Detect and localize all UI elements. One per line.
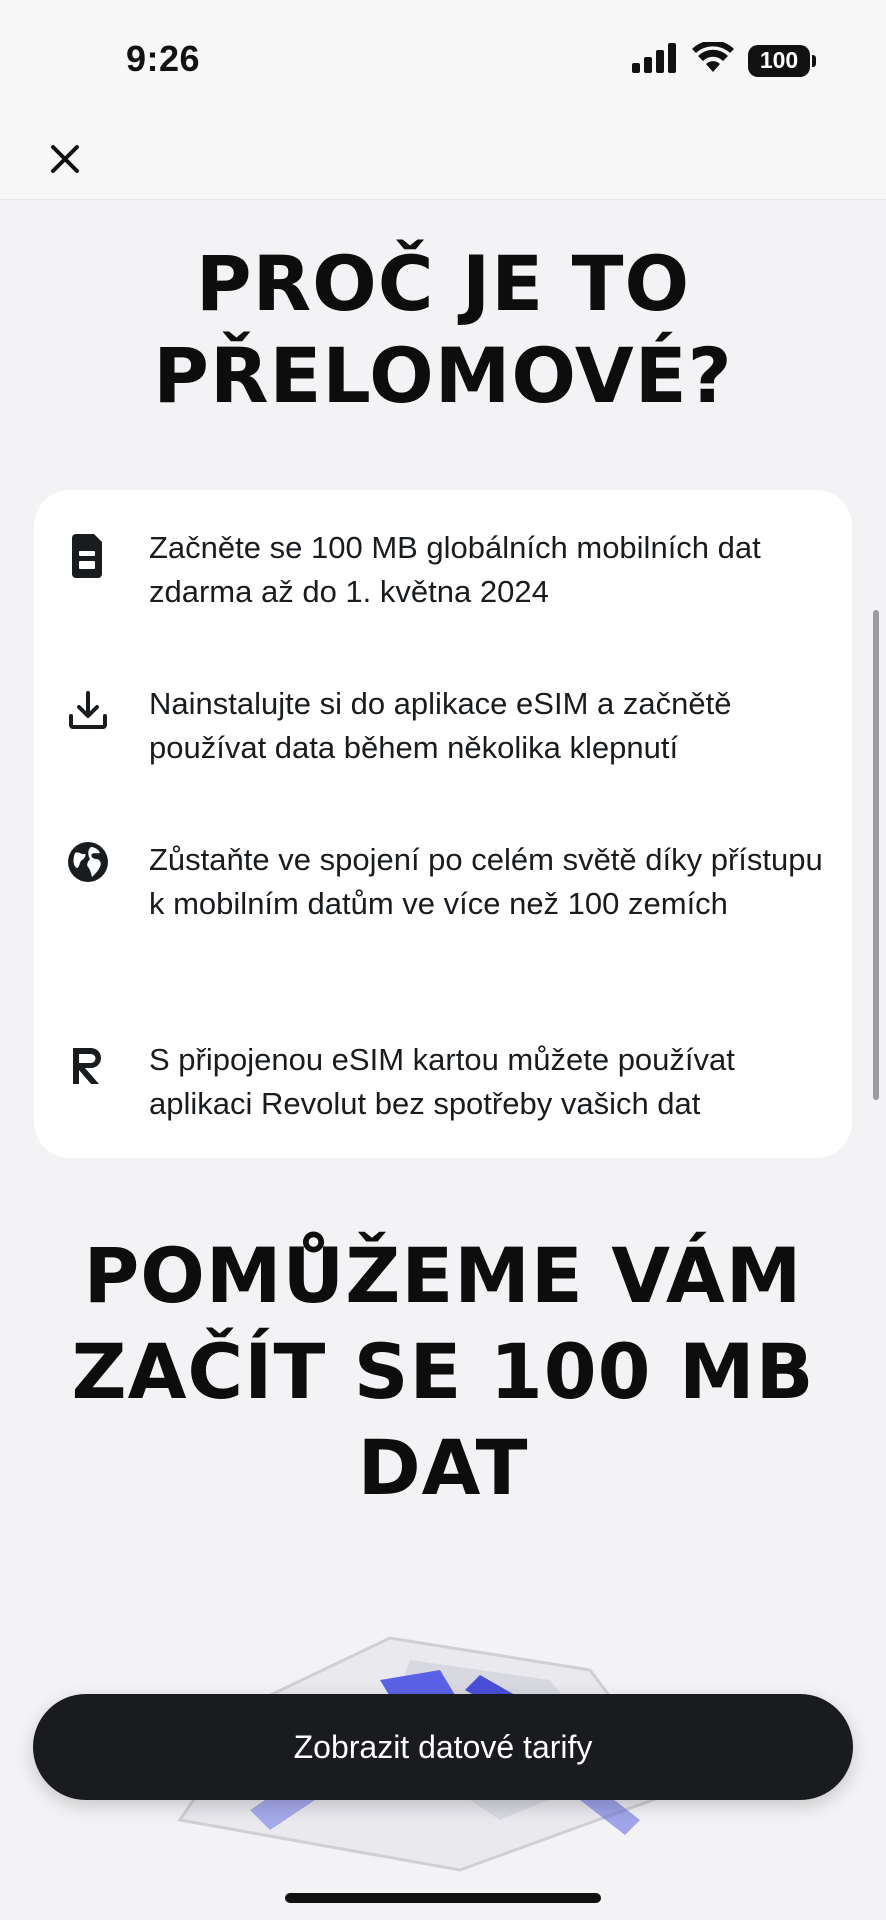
show-data-plans-button[interactable]: Zobrazit datové tarify [33,1694,853,1800]
section-title-start [0,1228,886,1516]
status-icons [632,42,810,79]
features-card [34,490,852,1158]
heading-line: PROČ JE TO [195,239,691,328]
heading-line: PŘELOMOVÉ? [153,331,733,420]
heading-line: DAT [357,1423,529,1512]
wifi-icon [692,42,734,79]
download-icon [64,686,112,734]
section-title-why-text [0,238,886,422]
status-bar [0,0,886,120]
close-icon [50,144,80,174]
feature-text: S připojenou eSIM kartou můžete používat aplikaci Revolut bez spotřeby vašich dat [149,1042,735,1121]
heading-line: ZAČÍT SE 100 MB [71,1327,815,1416]
section-title-why [0,238,886,422]
feature-text: Zůstaňte ve spojení po celém světě díky přístupu k mobilním datům ve více než 100 zemích [149,842,823,921]
close-button[interactable] [42,136,88,182]
scroll-indicator[interactable] [873,610,879,1100]
home-indicator[interactable] [285,1893,601,1903]
heading-line: POMŮŽEME VÁM [83,1231,803,1320]
feature-text: Nainstalujte si do aplikace eSIM a začnětě používat data během několika klepnutí [149,686,732,765]
nav-bar [0,120,886,200]
revolut-logo-icon [64,1042,112,1090]
battery-icon: 100 [748,45,810,77]
cellular-signal-icon [632,43,678,78]
feature-text: Začněte se 100 MB globálních mobilních dat zdarma až do 1. května 2024 [149,530,761,609]
sim-card-icon [64,532,112,580]
status-time: 9:26 [126,38,201,79]
globe-icon [64,838,112,886]
section-title-start-text [0,1228,886,1516]
